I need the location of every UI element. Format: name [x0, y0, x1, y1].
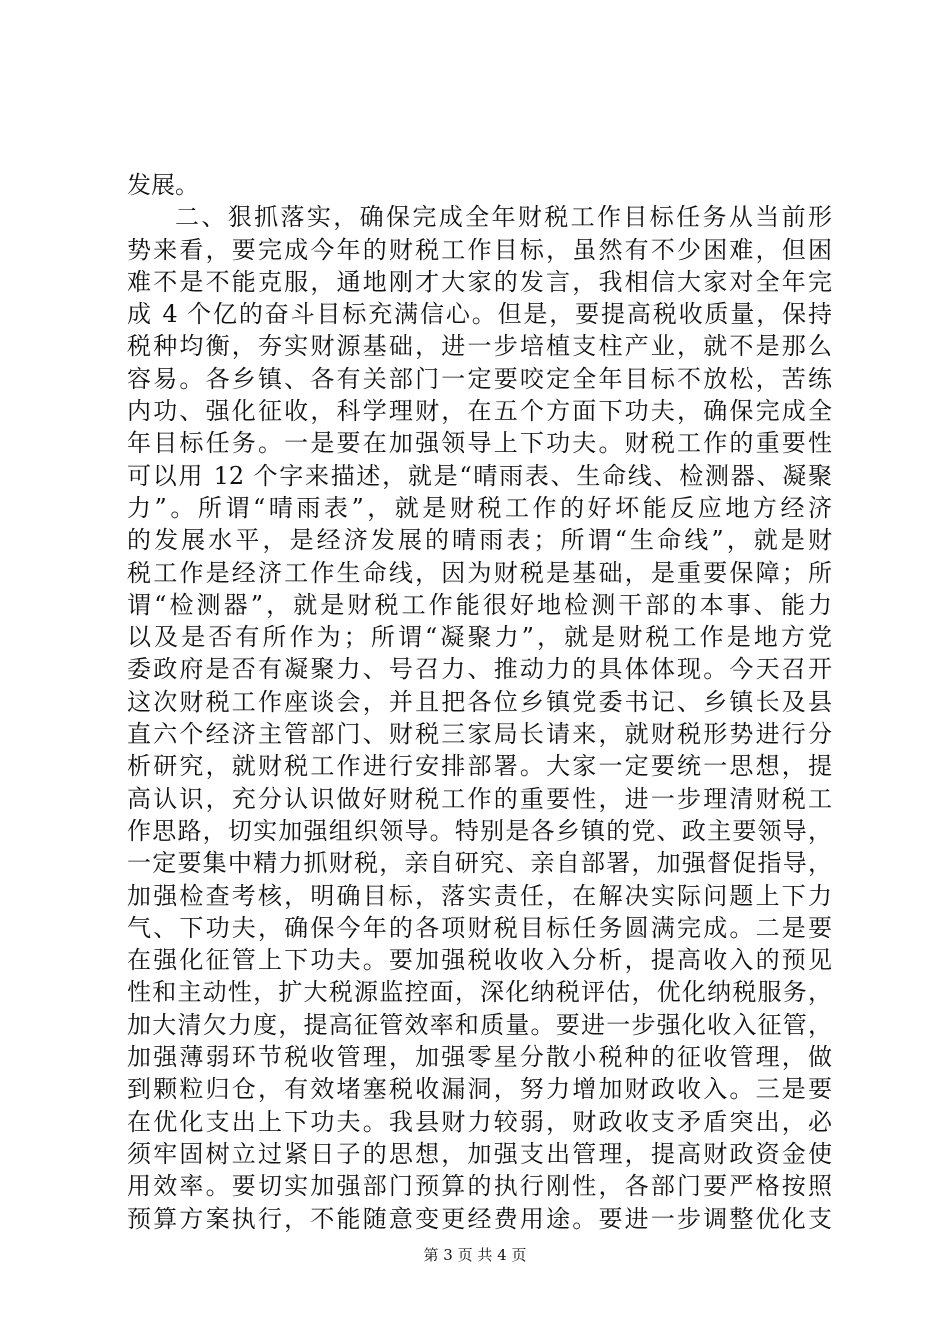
text-line: 力”。所谓“晴雨表”，就是财税工作的好坏能反应地方经济	[127, 493, 832, 522]
text-line: 加大清欠力度，提高征管效率和质量。要进一步强化收入征管，	[127, 1010, 832, 1039]
text-line: 可以用 12 个字来描述，就是“晴雨表、生命线、检测器、凝聚	[127, 461, 832, 490]
text-line: 委政府是否有凝聚力、号召力、推动力的具体体现。今天召开	[127, 655, 832, 684]
text-line: 谓“检测器”，就是财税工作能很好地检测干部的本事、能力	[127, 590, 832, 619]
text-line: 难不是不能克服，通地刚才大家的发言，我相信大家对全年完	[127, 267, 832, 296]
text-line: 二、狠抓落实，确保完成全年财税工作目标任务从当前形	[175, 203, 832, 232]
text-line: 内功、强化征收，科学理财，在五个方面下功夫，确保完成全	[127, 397, 832, 426]
text-line: 税工作是经济工作生命线，因为财税是基础，是重要保障；所	[127, 558, 832, 587]
text-line: 在优化支出上下功夫。我县财力较弱，财政收支矛盾突出，必	[127, 1107, 832, 1136]
text-line: 以及是否有所作为；所谓“凝聚力”，就是财税工作是地方党	[127, 623, 832, 652]
text-line: 加强薄弱环节税收管理，加强零星分散小税种的征收管理，做	[127, 1043, 832, 1072]
text-line: 直六个经济主管部门、财税三家局长请来，就财税形势进行分	[127, 720, 832, 749]
text-line: 成 4 个亿的奋斗目标充满信心。但是，要提高税收质量，保持	[127, 300, 832, 329]
text-line: 年目标任务。一是要在加强领导上下功夫。财税工作的重要性	[127, 429, 832, 458]
text-line: 性和主动性，扩大税源监控面，深化纳税评估，优化纳税服务，	[127, 978, 832, 1007]
text-line: 作思路，切实加强组织领导。特别是各乡镇的党、政主要领导，	[127, 816, 832, 845]
text-line: 预算方案执行，不能随意变更经费用途。要进一步调整优化支	[127, 1204, 832, 1233]
text-line: 须牢固树立过紧日子的思想，加强支出管理，提高财政资金使	[127, 1139, 832, 1168]
text-line: 用效率。要切实加强部门预算的执行刚性，各部门要严格按照	[127, 1172, 832, 1201]
text-line: 加强检查考核，明确目标，落实责任，在解决实际问题上下力	[127, 881, 832, 910]
text-line: 在强化征管上下功夫。要加强税收收入分析，提高收入的预见	[127, 946, 832, 975]
text-line: 发展。	[127, 171, 199, 199]
text-line: 高认识，充分认识做好财税工作的重要性，进一步理清财税工	[127, 784, 832, 813]
text-line: 税种均衡，夯实财源基础，进一步培植支柱产业，就不是那么	[127, 332, 832, 361]
text-line: 这次财税工作座谈会，并且把各位乡镇党委书记、乡镇长及县	[127, 687, 832, 716]
text-line: 的发展水平，是经济发展的晴雨表；所谓“生命线”，就是财	[127, 526, 832, 555]
text-line: 到颗粒归仓，有效堵塞税收漏洞，努力增加财政收入。三是要	[127, 1075, 832, 1104]
page-number-footer: 第 3 页 共 4 页	[423, 1246, 527, 1264]
text-line: 气、下功夫，确保今年的各项财税目标任务圆满完成。二是要	[127, 913, 832, 942]
text-line: 势来看，要完成今年的财税工作目标，虽然有不少困难，但困	[127, 235, 832, 264]
document-body	[127, 169, 832, 1235]
text-line: 一定要集中精力抓财税，亲自研究、亲自部署，加强督促指导，	[127, 849, 832, 878]
text-line: 析研究，就财税工作进行安排部署。大家一定要统一思想，提	[127, 752, 832, 781]
text-line: 容易。各乡镇、各有关部门一定要咬定全年目标不放松，苦练	[127, 364, 832, 393]
